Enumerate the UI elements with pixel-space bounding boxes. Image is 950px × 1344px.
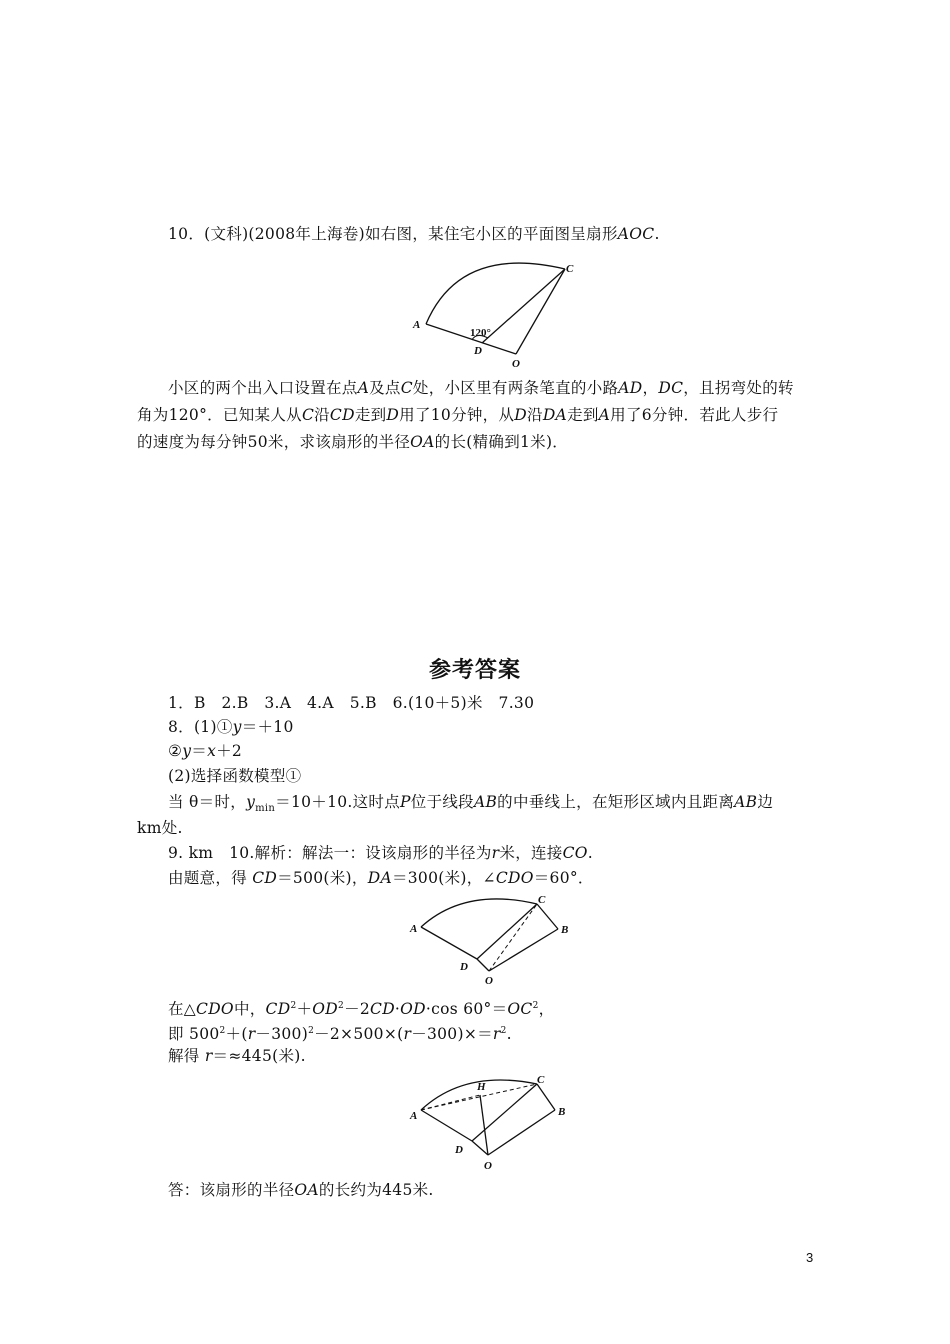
answers-line-6: km处. [137, 819, 183, 837]
label-c: C [537, 1074, 545, 1086]
label-a: A [413, 319, 421, 331]
segment-ad [421, 1110, 472, 1141]
label-o: O [484, 1160, 492, 1172]
segment-ad [421, 927, 477, 959]
answers-line-3: ②y＝x＋2 [168, 742, 243, 760]
label-a: A [410, 1110, 418, 1122]
label-o: O [485, 975, 493, 987]
answers-line-12: 答：该扇形的半径OA的长约为445米. [168, 1181, 434, 1199]
answers-line-9: 在△CDO中，$CD^2+OD^2-2CD\cdot OD\cdot\cos$ $60^\circ=OC^2$， [168, 1000, 555, 1019]
answers-title: 参考答案 [428, 658, 521, 683]
segment-do [477, 959, 489, 971]
label-o: O [512, 358, 520, 370]
segment-ob [489, 929, 558, 971]
segment-co-dashed [489, 904, 537, 971]
problem-10-text-3: 的速度为每分钟50米，求该扇形的半径OA的长(精确到1米)． [137, 433, 569, 451]
figure-sector-solution-2 [405, 1075, 585, 1175]
figure-sector-aoc [410, 258, 600, 368]
label-h: H [477, 1081, 486, 1093]
segment-bc [537, 904, 558, 929]
problem-10-text-1: 小区的两个出入口设置在点A及点C处，小区里有两条笔直的小路AD，DC，且拐弯处的转 [168, 379, 794, 397]
answers-line-8: 由题意，得 CD＝500(米)，DA＝300(米)，∠CDO＝60°． [168, 869, 594, 887]
segment-do [472, 1141, 488, 1155]
segment-bc [537, 1084, 555, 1110]
arc-ac [421, 899, 537, 927]
problem-10-header: 10．(文科)(2008年上海卷)如右图，某住宅小区的平面图呈扇形AOC. [168, 225, 660, 243]
label-c: C [538, 894, 546, 906]
answers-line-2: 8．(1)①y＝＋10 [168, 718, 294, 736]
label-b: B [558, 1106, 566, 1118]
label-b: B [561, 924, 569, 936]
label-d: D [474, 345, 482, 357]
problem-10-text-2: 角为120°．已知某人从C沿CD走到D用了10分钟，从D沿DA走到A用了6分钟．若此人步行 [137, 406, 779, 424]
segment-dc [477, 904, 537, 959]
answers-line-1: 1．B 2.B 3.A 4.A 5.B 6.(10＋5)米 7.30 [168, 694, 535, 712]
answers-line-7: 9. km 10.解析：解法一：设该扇形的半径为r米，连接CO. [168, 844, 593, 862]
segment-oc [516, 269, 565, 354]
figure-sector-solution-1 [405, 895, 585, 990]
arc-ac [426, 263, 565, 324]
answers-line-4: (2)选择函数模型① [168, 767, 302, 785]
segment-dc [482, 269, 565, 343]
answers-line-10: 即 $500^2+(r-300)^2-2\times 500\times(r-300)\times=r^2$. [168, 1025, 512, 1044]
label-a: A [410, 923, 418, 935]
answers-line-11: 解得 r＝≈445(米). [168, 1047, 306, 1065]
label-d: D [455, 1144, 463, 1156]
segment-ho [480, 1095, 488, 1155]
label-angle: 120° [470, 327, 491, 339]
answers-line-5: 当 θ＝时，$y_{min}=10+10$.这时点P位于线段AB的中垂线上，在矩形区域内且距离AB边 [168, 793, 774, 815]
label-d: D [460, 961, 468, 973]
page-number: 3 [806, 1250, 814, 1265]
label-c: C [566, 263, 574, 275]
segment-ob [488, 1110, 555, 1155]
